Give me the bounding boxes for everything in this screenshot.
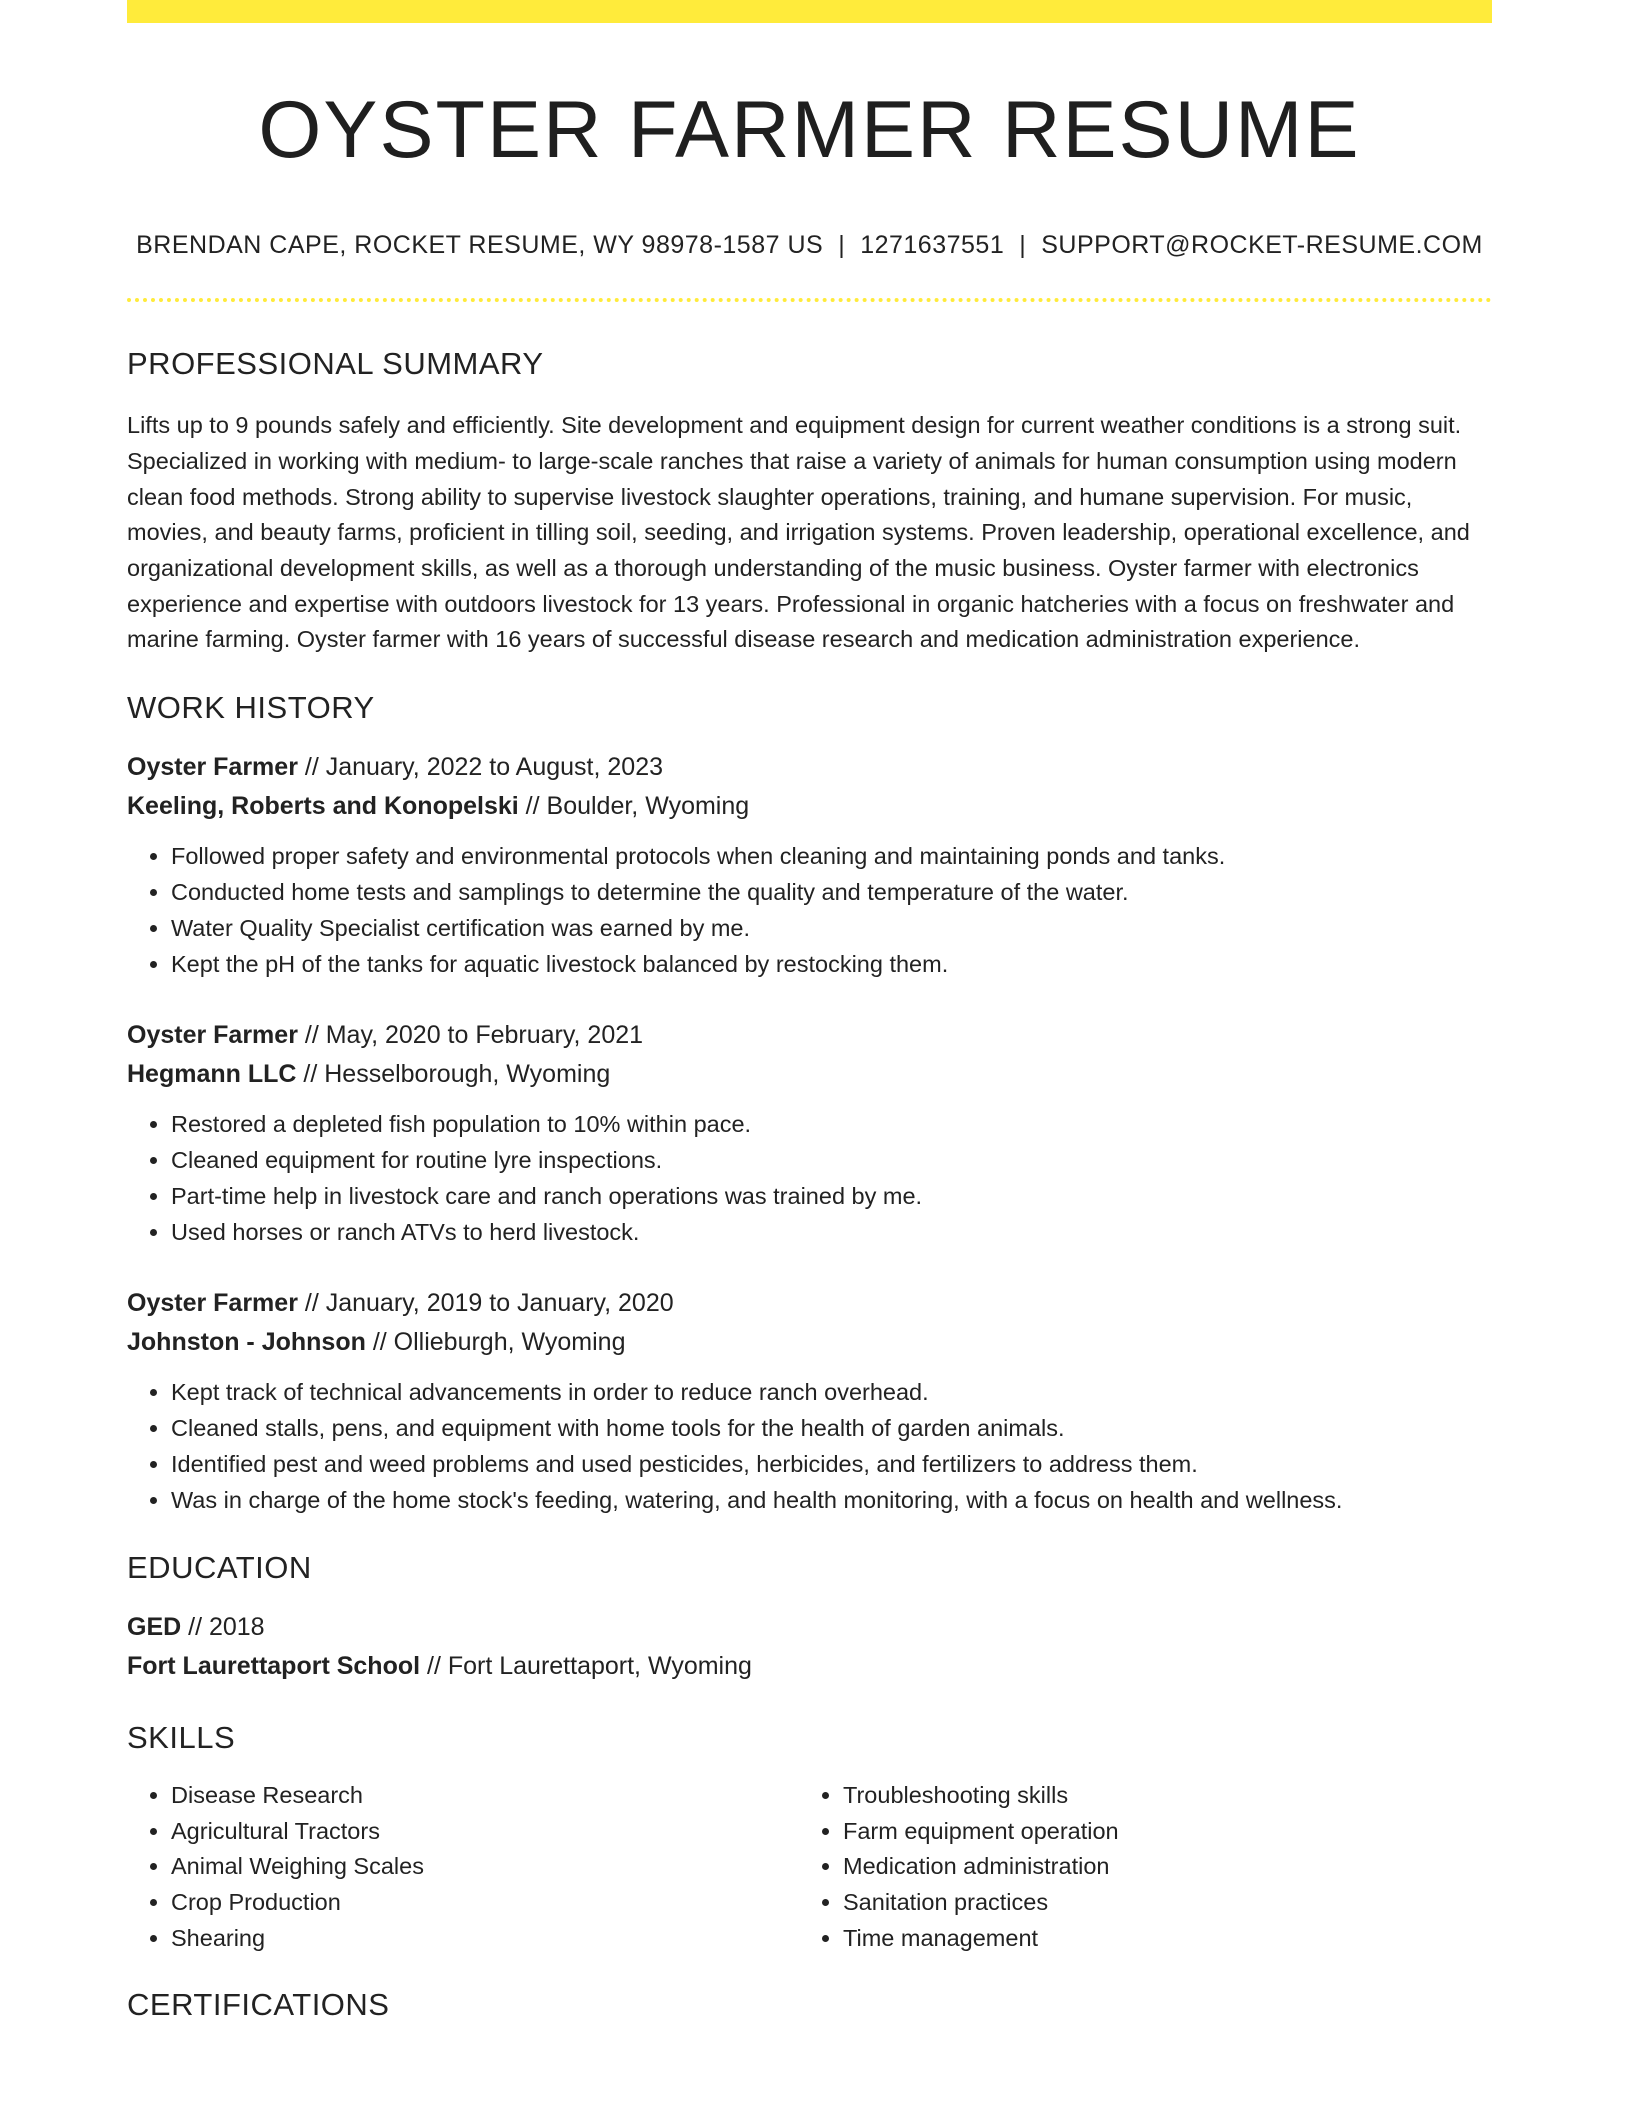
job-entry	[127, 1016, 1492, 1250]
job-title-line	[127, 1284, 1492, 1323]
contact-address: BRENDAN CAPE, ROCKET RESUME, WY 98978-1587 US	[136, 231, 824, 260]
work-history-heading: WORK HISTORY	[127, 690, 375, 726]
list-item: • Cleaned equipment for routine lyre inspections.	[171, 1142, 1492, 1178]
contact-separator: |	[838, 231, 846, 260]
job-entry	[127, 748, 1492, 982]
job-company-line	[127, 1055, 1492, 1094]
list-item: • Followed proper safety and environmental protocols when cleaning and maintaining ponds and tanks.	[171, 838, 1492, 874]
summary-text: Lifts up to 9 pounds safely and efficiently. Site development and equipment design for current weather conditions is a strong suit. Specialized in working with medium- to large-scale ranches that raise a variety of animals for human consumption using modern clean food methods. Strong ability to supervise livestock slaughter operations, training, and humane supervision. For music, movies, and beauty farms, proficient in tilling soil, seeding, and irrigation systems. Proven leadership, operational excellence, and organizational development skills, as well as a thorough understanding of the music business. Oyster farmer with electronics experience and expertise with outdoors livestock for 13 years. Professional in organic hatcheries with a focus on freshwater and marine farming. Oyster farmer with 16 years of successful disease research and medication administration experience.	[127, 412, 1470, 653]
skill-item: • Disease Research	[171, 1778, 799, 1814]
skill-item: • Crop Production	[171, 1885, 799, 1921]
education-year: // 2018	[181, 1613, 265, 1642]
education-degree-line	[127, 1608, 1492, 1647]
job-title-line	[127, 1016, 1492, 1055]
skills-left-list	[127, 1778, 799, 1957]
job-dates: // January, 2022 to August, 2023	[297, 753, 664, 782]
education-entry	[127, 1608, 1492, 1686]
education-school: Fort Laurettaport School	[127, 1652, 421, 1681]
job-title: Oyster Farmer	[127, 1021, 298, 1050]
skill-item: • Medication administration	[843, 1849, 1119, 1885]
skill-item: • Animal Weighing Scales	[171, 1849, 799, 1885]
summary-heading: PROFESSIONAL SUMMARY	[127, 346, 544, 382]
skill-item: • Shearing	[171, 1921, 799, 1957]
list-item: • Kept track of technical advancements in order to reduce ranch overhead.	[171, 1374, 1492, 1410]
skill-item: • Farm equipment operation	[843, 1814, 1119, 1850]
list-item: • Identified pest and weed problems and used pesticides, herbicides, and fertilizers to address them.	[171, 1446, 1492, 1482]
skill-item: • Agricultural Tractors	[171, 1814, 799, 1850]
skill-item: • Sanitation practices	[843, 1885, 1119, 1921]
job-location: // Hesselborough, Wyoming	[296, 1060, 611, 1089]
education-heading: EDUCATION	[127, 1550, 312, 1586]
contact-email: SUPPORT@ROCKET-RESUME.COM	[1041, 231, 1483, 260]
skills-right-column	[799, 1778, 1119, 1957]
job-company: Hegmann LLC	[127, 1060, 297, 1089]
list-item: • Part-time help in livestock care and ranch operations was trained by me.	[171, 1178, 1492, 1214]
list-item: • Conducted home tests and samplings to determine the quality and temperature of the water.	[171, 874, 1492, 910]
skill-item: • Troubleshooting skills	[843, 1778, 1119, 1814]
job-company: Keeling, Roberts and Konopelski	[127, 792, 519, 821]
job-location: // Boulder, Wyoming	[518, 792, 750, 821]
job-location: // Ollieburgh, Wyoming	[365, 1328, 626, 1357]
job-company-line	[127, 787, 1492, 826]
list-item: • Used horses or ranch ATVs to herd livestock.	[171, 1214, 1492, 1250]
list-item: • Was in charge of the home stock's feeding, watering, and health monitoring, with a focus on health and wellness.	[171, 1482, 1492, 1518]
accent-top-bar	[127, 0, 1492, 23]
list-item: • Restored a depleted fish population to 10% within pace.	[171, 1106, 1492, 1142]
skills-columns	[127, 1778, 1492, 1957]
job-entry	[127, 1284, 1492, 1518]
job-dates: // January, 2019 to January, 2020	[297, 1289, 674, 1318]
education-school-line	[127, 1647, 1492, 1686]
skill-item: • Time management	[843, 1921, 1119, 1957]
dotted-divider	[127, 298, 1492, 302]
list-item: • Cleaned stalls, pens, and equipment with home tools for the health of garden animals.	[171, 1410, 1492, 1446]
education-location: // Fort Laurettaport, Wyoming	[420, 1652, 752, 1681]
list-item: • Kept the pH of the tanks for aquatic livestock balanced by restocking them.	[171, 946, 1492, 982]
contact-phone: 1271637551	[860, 231, 1005, 260]
job-bullets	[127, 838, 1492, 982]
skills-left-column	[127, 1778, 799, 1957]
skills-right-list	[799, 1778, 1119, 1957]
job-company-line	[127, 1323, 1492, 1362]
education-degree: GED	[127, 1613, 182, 1642]
contact-separator: |	[1019, 231, 1027, 260]
list-item: • Water Quality Specialist certification was earned by me.	[171, 910, 1492, 946]
resume-page	[127, 0, 1492, 2023]
contact-line	[127, 231, 1492, 260]
job-title: Oyster Farmer	[127, 1289, 298, 1318]
skills-heading: SKILLS	[127, 1720, 236, 1756]
job-dates: // May, 2020 to February, 2021	[297, 1021, 644, 1050]
job-company: Johnston - Johnson	[127, 1328, 366, 1357]
job-title-line	[127, 748, 1492, 787]
job-bullets	[127, 1374, 1492, 1518]
job-title: Oyster Farmer	[127, 753, 298, 782]
job-bullets	[127, 1106, 1492, 1250]
certifications-heading: CERTIFICATIONS	[127, 1986, 390, 2022]
resume-title: OYSTER FARMER RESUME	[258, 85, 1361, 175]
